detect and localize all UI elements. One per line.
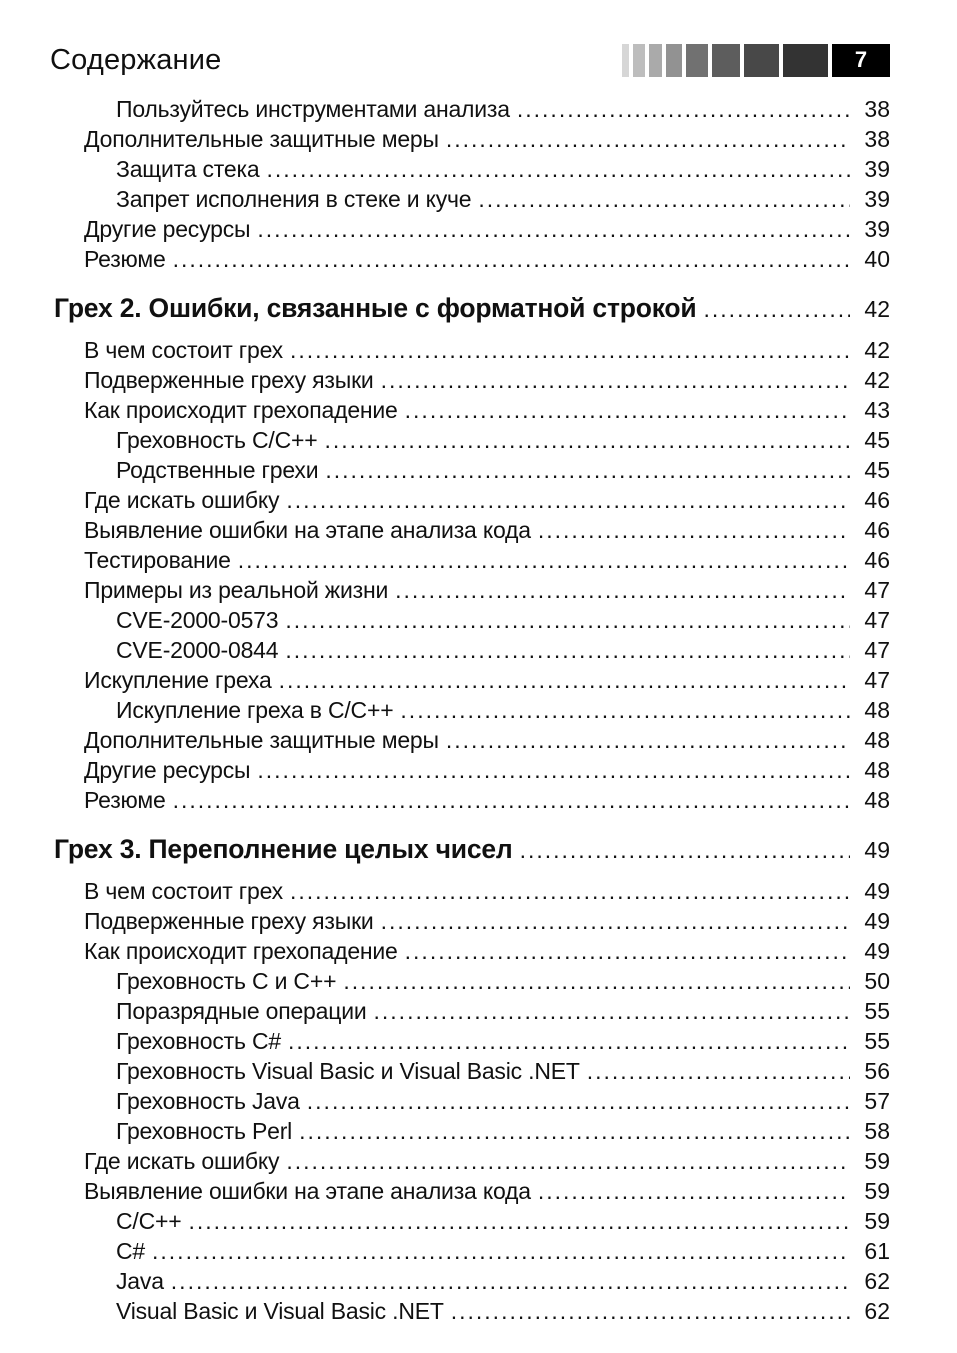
toc-entry-label: Подверженные греху языки: [84, 908, 374, 934]
bar-segment: [744, 44, 779, 77]
bar-segment: [666, 44, 682, 77]
toc-entry-label: Java: [116, 1268, 164, 1294]
toc-entry-label: Греховность C#: [116, 1028, 281, 1054]
leader-dots: [446, 124, 850, 154]
leader-dots: [381, 365, 850, 395]
toc-entry-label: Резюме: [84, 246, 166, 272]
leader-dots: [173, 785, 850, 815]
toc-entry: [50, 485, 890, 515]
leader-dots: [285, 635, 850, 665]
page-number-block: [832, 44, 890, 77]
toc-entry: [50, 785, 890, 815]
toc-entry-page: 62: [864, 1268, 890, 1294]
toc-entry-page: 50: [864, 968, 890, 994]
toc-entry-label: Защита стека: [116, 156, 260, 182]
bar-segment: [783, 44, 828, 77]
toc-entry-label: Visual Basic и Visual Basic .NET: [116, 1298, 444, 1324]
toc-heading-page: 42: [864, 296, 890, 322]
toc-entry-page: 59: [864, 1178, 890, 1204]
toc-entry-page: 46: [864, 517, 890, 543]
toc-entry-page: 49: [864, 908, 890, 934]
toc-entry-label: Тестирование: [84, 547, 231, 573]
leader-dots: [173, 244, 850, 274]
leader-dots: [257, 214, 850, 244]
toc-entry-label: В чем состоит грех: [84, 878, 283, 904]
toc-entry: [50, 1086, 890, 1116]
leader-dots: [257, 755, 850, 785]
leader-dots: [188, 1206, 850, 1236]
toc-entry-page: 47: [864, 637, 890, 663]
leader-dots: [266, 154, 850, 184]
leader-dots: [517, 94, 850, 124]
leader-dots: [405, 936, 850, 966]
toc-entry-label: Дополнительные защитные меры: [84, 126, 439, 152]
leader-dots: [343, 966, 850, 996]
toc-entry-page: 48: [864, 697, 890, 723]
toc-entry-page: 45: [864, 427, 890, 453]
toc-entry-label: Греховность Visual Basic и Visual Basic .NET: [116, 1058, 580, 1084]
toc-entry: [50, 425, 890, 455]
toc-entry-page: 47: [864, 577, 890, 603]
leader-dots: [374, 996, 850, 1026]
toc-entry-page: 49: [864, 938, 890, 964]
toc-entry: [50, 906, 890, 936]
toc-entry-page: 47: [864, 667, 890, 693]
toc-entry-label: C#: [116, 1238, 146, 1264]
leader-dots: [285, 605, 850, 635]
toc-entry-label: В чем состоит грех: [84, 337, 283, 363]
leader-dots: [587, 1056, 850, 1086]
toc-entry-page: 39: [864, 216, 890, 242]
toc-entry-page: 43: [864, 397, 890, 423]
leader-dots: [286, 1146, 850, 1176]
leader-dots: [538, 1176, 850, 1206]
toc-entry: [50, 365, 890, 395]
toc-entry: [50, 1206, 890, 1236]
toc-entry-page: 48: [864, 787, 890, 813]
toc-heading: [50, 831, 890, 868]
toc-entry: [50, 94, 890, 124]
toc-entry: [50, 184, 890, 214]
toc-entry-page: 49: [864, 878, 890, 904]
toc-entry: [50, 1176, 890, 1206]
page-number: 7: [854, 47, 868, 72]
leader-dots: [238, 545, 850, 575]
toc-entry-page: 48: [864, 757, 890, 783]
toc-entry-page: 55: [864, 998, 890, 1024]
toc-entry-label: Другие ресурсы: [84, 757, 251, 783]
toc-entry-page: 40: [864, 246, 890, 272]
toc-entry: [50, 996, 890, 1026]
toc-entry: [50, 665, 890, 695]
leader-dots: [299, 1116, 850, 1146]
toc-entry-label: Как происходит грехопадение: [84, 938, 398, 964]
leader-dots: [538, 515, 850, 545]
toc-entry: [50, 966, 890, 996]
leader-dots: [279, 665, 850, 695]
toc-entry-label: Выявление ошибки на этапе анализа кода: [84, 517, 531, 543]
toc-entry-label: Поразрядные операции: [116, 998, 367, 1024]
toc-entry-page: 38: [864, 96, 890, 122]
toc-heading: [50, 290, 890, 327]
toc-entry-label: Подверженные греху языки: [84, 367, 374, 393]
toc-entry-label: Греховность Java: [116, 1088, 300, 1114]
toc-entry-page: 57: [864, 1088, 890, 1114]
toc-entry: [50, 1266, 890, 1296]
toc-entry: [50, 725, 890, 755]
toc-entry: [50, 1146, 890, 1176]
toc-entry: [50, 695, 890, 725]
leader-dots: [324, 425, 850, 455]
toc-entry: [50, 605, 890, 635]
toc-entry: [50, 244, 890, 274]
leader-dots: [290, 876, 850, 906]
page-title: Содержание: [50, 43, 222, 76]
toc-entry-label: Как происходит грехопадение: [84, 397, 398, 423]
toc-entry-label: Дополнительные защитные меры: [84, 727, 439, 753]
toc-entry-page: 39: [864, 186, 890, 212]
toc-entry-label: Запрет исполнения в стеке и куче: [116, 186, 472, 212]
leader-dots: [325, 455, 850, 485]
toc-entry-page: 58: [864, 1118, 890, 1144]
toc-entry-page: 46: [864, 487, 890, 513]
toc-entry: [50, 575, 890, 605]
bar-segment: [686, 44, 708, 77]
leader-dots: [152, 1236, 850, 1266]
toc-entry-label: Пользуйтесь инструментами анализа: [116, 96, 510, 122]
toc-entry: [50, 545, 890, 575]
leader-dots: [307, 1086, 850, 1116]
toc-entry-label: Резюме: [84, 787, 166, 813]
bar-segment: [633, 44, 645, 77]
toc-entry-label: Искупление греха: [84, 667, 272, 693]
toc-entry-label: Где искать ошибку: [84, 1148, 280, 1174]
bar-segment: [712, 44, 740, 77]
toc-entry: [50, 214, 890, 244]
toc-entry: [50, 936, 890, 966]
toc-entry-page: 61: [864, 1238, 890, 1264]
toc-entry-label: Греховность Perl: [116, 1118, 293, 1144]
toc-entry-page: 38: [864, 126, 890, 152]
toc-entry-page: 59: [864, 1148, 890, 1174]
toc-entry-label: Выявление ошибки на этапе анализа кода: [84, 1178, 531, 1204]
leader-dots: [704, 290, 850, 327]
toc-entry-page: 48: [864, 727, 890, 753]
leader-dots: [288, 1026, 850, 1056]
toc-entry-page: 42: [864, 367, 890, 393]
toc-entry-page: 55: [864, 1028, 890, 1054]
toc-entry-label: Где искать ошибку: [84, 487, 280, 513]
toc-entry-page: 45: [864, 457, 890, 483]
toc-entry: [50, 455, 890, 485]
toc-entry: [50, 395, 890, 425]
leader-dots: [478, 184, 850, 214]
toc: [50, 94, 890, 1326]
toc-heading-label: Грех 2. Ошибки, связанные с форматной строкой: [54, 293, 697, 323]
toc-entry-page: 42: [864, 337, 890, 363]
leader-dots: [286, 485, 850, 515]
bar-segment: [622, 44, 629, 77]
toc-entry-label: Родственные грехи: [116, 457, 319, 483]
toc-entry-page: 56: [864, 1058, 890, 1084]
leader-dots: [405, 395, 850, 425]
page-header: [50, 43, 890, 77]
toc-entry: [50, 1056, 890, 1086]
toc-entry: [50, 154, 890, 184]
toc-entry: [50, 1236, 890, 1266]
toc-entry-page: 46: [864, 547, 890, 573]
toc-entry-label: Примеры из реальной жизни: [84, 577, 389, 603]
toc-entry: [50, 1296, 890, 1326]
toc-heading-page: 49: [864, 837, 890, 863]
toc-entry: [50, 755, 890, 785]
leader-dots: [290, 335, 850, 365]
toc-entry: [50, 635, 890, 665]
toc-entry-label: C/C++: [116, 1208, 182, 1234]
toc-heading-label: Грех 3. Переполнение целых чисел: [54, 834, 513, 864]
leader-dots: [520, 831, 850, 868]
toc-entry-label: Искупление греха в C/C++: [116, 697, 394, 723]
toc-entry-label: CVE-2000-0573: [116, 607, 279, 633]
toc-entry-page: 62: [864, 1298, 890, 1324]
toc-entry: [50, 515, 890, 545]
toc-entry-label: CVE-2000-0844: [116, 637, 279, 663]
toc-entry-label: Греховность C и C++: [116, 968, 337, 994]
toc-entry-page: 59: [864, 1208, 890, 1234]
leader-dots: [171, 1266, 850, 1296]
toc-entry-page: 47: [864, 607, 890, 633]
toc-entry: [50, 124, 890, 154]
leader-dots: [400, 695, 850, 725]
toc-entry: [50, 1116, 890, 1146]
leader-dots: [381, 906, 850, 936]
page-header-gradient-bar: [622, 44, 890, 77]
toc-entry: [50, 876, 890, 906]
leader-dots: [446, 725, 850, 755]
toc-entry-label: Греховность C/C++: [116, 427, 318, 453]
leader-dots: [451, 1296, 850, 1326]
leader-dots: [395, 575, 850, 605]
toc-entry-label: Другие ресурсы: [84, 216, 251, 242]
bar-segment: [649, 44, 662, 77]
toc-entry: [50, 335, 890, 365]
toc-entry-page: 39: [864, 156, 890, 182]
toc-entry: [50, 1026, 890, 1056]
